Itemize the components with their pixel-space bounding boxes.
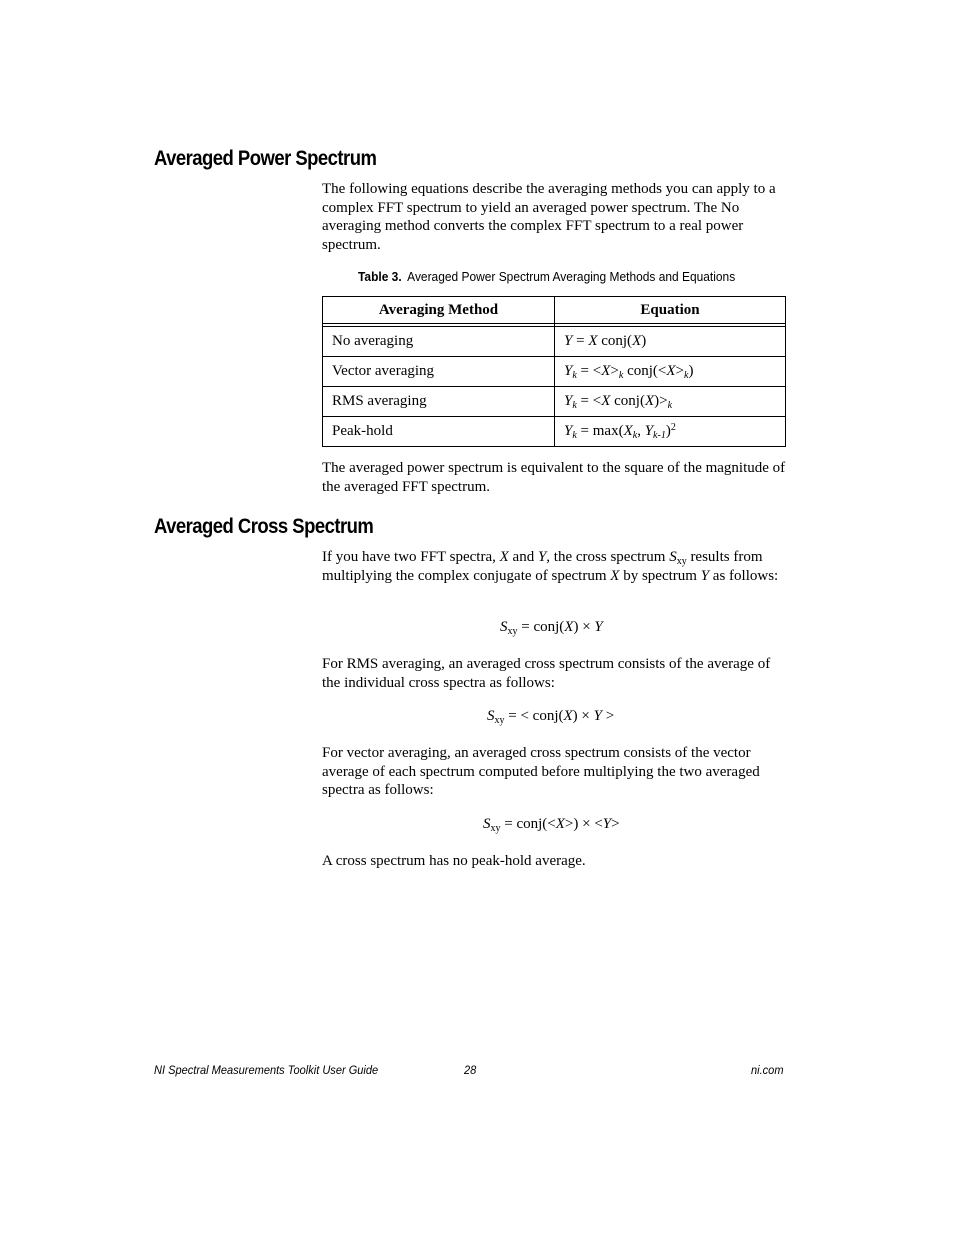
rms-averaging-text: For RMS averaging, an averaged cross spectrum consists of the average of the individual cross spectra as follows: — [322, 656, 771, 691]
table-caption-text: Averaged Power Spectrum Averaging Methods and Equations — [407, 269, 736, 284]
intro-var-s: S — [669, 549, 677, 565]
intro-fragment: , the cross spectrum — [546, 549, 670, 565]
averaging-methods-table — [322, 296, 786, 447]
table-row — [323, 417, 786, 447]
table-caption — [358, 269, 735, 284]
power-spectrum-summary — [322, 459, 788, 496]
table-cell-equation: $Y_k = <X>_k$ $conj(<X>_k)$ — [555, 357, 786, 387]
power-spectrum-intro-text: The following equations describe the averaging methods you can apply to a complex FFT spectrum to yield an averaged power spectrum. The No averaging method converts the complex FFT spectrum to a real power spectrum. — [322, 181, 776, 253]
table-row — [323, 387, 786, 417]
table-header-method: Averaging Method — [323, 297, 555, 324]
section-heading-power-spectrum: Averaged Power Spectrum — [154, 147, 377, 170]
footer-title: NI Spectral Measurements Toolkit User Guide — [154, 1063, 379, 1077]
table-cell-method: No averaging — [323, 327, 555, 357]
table-row — [323, 327, 786, 357]
intro-fragment: and — [508, 549, 538, 565]
equation-cross-spectrum: $S_{xy}$ = conj(X) × Y — [500, 619, 603, 637]
intro-subscript-xy: xy — [676, 556, 687, 567]
table-header-row — [323, 297, 786, 324]
intro-var-x: X — [499, 549, 509, 565]
table-cell-equation: $Y_k = <X$ $conj(X)>_k$ — [555, 387, 786, 417]
table-cell-method: Peak-hold — [323, 417, 555, 447]
intro-fragment: results from multiplying the complex conjugate of spectrum — [322, 549, 763, 584]
table-cell-equation: Y = X conj(X) — [555, 327, 786, 357]
power-spectrum-summary-text: The averaged power spectrum is equivalent to the square of the magnitude of the averaged FFT spectrum. — [322, 460, 786, 495]
closing-text: A cross spectrum has no peak-hold average. — [322, 853, 586, 869]
equation-vector-cross-spectrum: $S_{xy}$ = conj(<X>) × <Y> — [483, 816, 620, 834]
power-spectrum-intro — [322, 180, 788, 254]
intro-fragment: as follows: — [709, 567, 779, 584]
intro-var-x: X — [610, 567, 620, 584]
footer-page-number: 28 — [464, 1063, 477, 1077]
intro-var-y: Y — [537, 549, 547, 565]
table-header-equation: Equation — [555, 297, 786, 324]
table-cell-method: RMS averaging — [323, 387, 555, 417]
table-row — [323, 357, 786, 387]
vector-averaging-text: For vector averaging, an averaged cross spectrum consists of the vector average of each spectrum computed before multiplying the two averaged spectra as follows: — [322, 745, 760, 799]
vector-averaging-paragraph — [322, 744, 788, 800]
footer-website: ni.com — [751, 1063, 784, 1077]
table-cell-equation: $Y_k = \max(X_k$, $Y_{k-1})^2$ — [555, 417, 786, 447]
rms-averaging-paragraph — [322, 655, 788, 692]
cross-spectrum-intro-text — [322, 548, 788, 585]
table-cell-method: Vector averaging — [323, 357, 555, 387]
intro-var-y: Y — [700, 567, 710, 584]
section-heading-cross-spectrum: Averaged Cross Spectrum — [154, 515, 374, 538]
table-caption-label: Table 3. — [358, 269, 402, 284]
closing-paragraph — [322, 852, 788, 871]
cross-spectrum-intro — [322, 548, 788, 585]
equation-rms-cross-spectrum: $S_{xy}$ = < conj(X) × Y > — [487, 708, 615, 726]
intro-fragment: by spectrum — [619, 567, 701, 584]
intro-fragment: If you have two FFT spectra, — [322, 549, 500, 565]
